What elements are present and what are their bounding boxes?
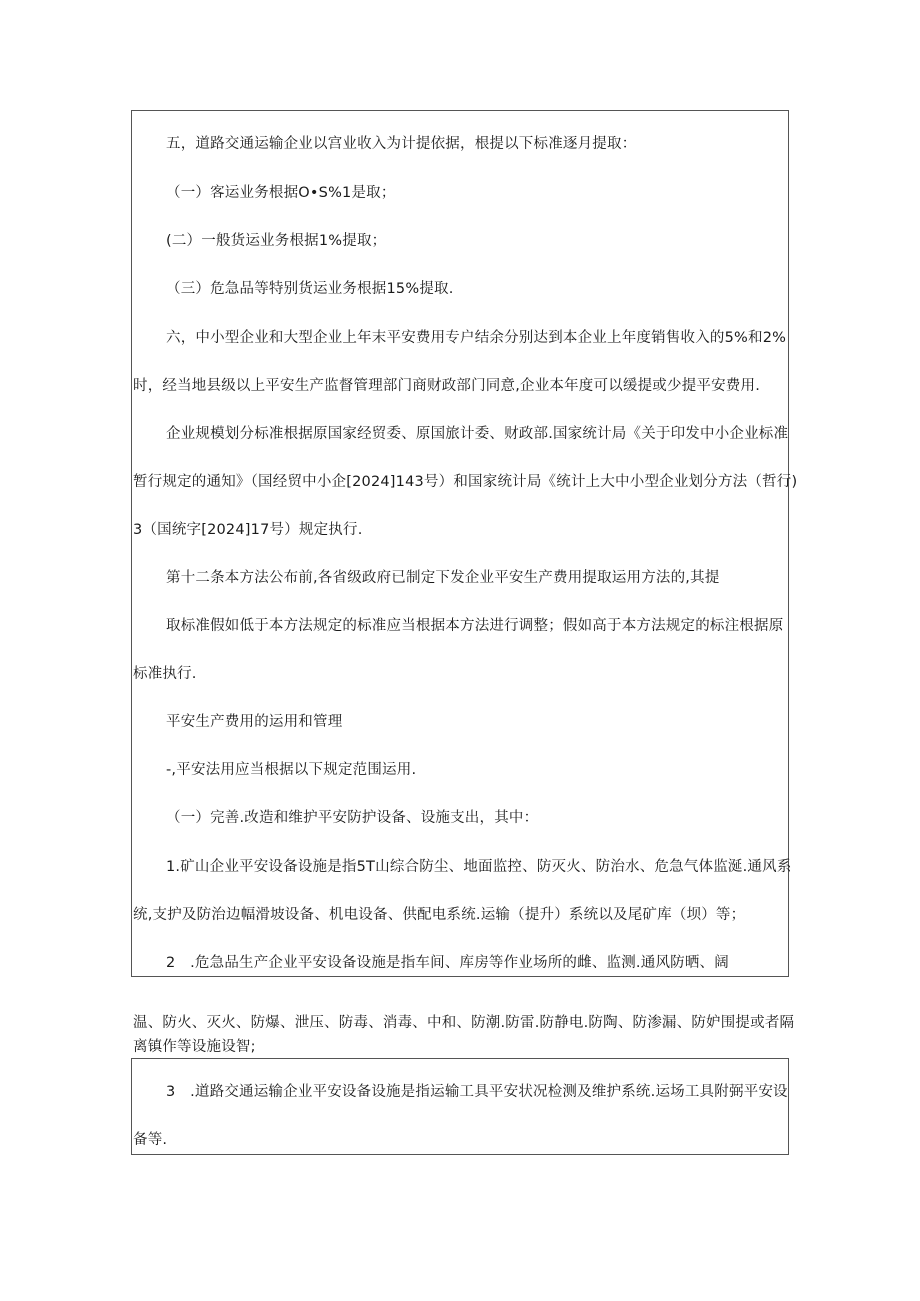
text-line: （一）完善.改造和维护平安防护设备、设施支出，其中： <box>166 810 539 826</box>
document-frame-bottom <box>131 1058 789 1155</box>
text-line: 六，中小型企业和大型企业上年末平安费用专户结余分别达到本企业上年度销售收入的5%和2% <box>166 330 787 346</box>
text-line: 暂行规定的通知》（国经贸中小企[2024]143号）和国家统计局《统计上大中小型企业划分方法（哲行) <box>133 474 798 490</box>
text-line: 离镇作等设施设智; <box>133 1039 256 1055</box>
section-heading: 平安生产费用的运用和管理 <box>166 714 343 730</box>
text-line: （三）危急品等特别货运业务根据15%提取. <box>166 281 454 297</box>
text-line: （一）客运业务根据O•S%1是取； <box>166 185 396 201</box>
text-line: 取标准假如低于本方法规定的标准应当根据本方法进行调整；假如高于本方法规定的标注根据原 <box>166 618 784 634</box>
text-line: 2 .危急品生产企业平安设备设施是指车间、库房等作业场所的雌、监测.通风防晒、阔 <box>166 955 729 971</box>
text-line: 1.矿山企业平安设备设施是指5T山综合防尘、地面监控、防灭火、防治水、危急气体监涎.通风系 <box>166 859 792 875</box>
text-line: 温、防火、灭火、防爆、泄压、防毒、消毒、中和、防潮.防雷.防静电.防陶、防渗漏、防妒围提或者隔 <box>133 1015 795 1031</box>
text-line: 统,支护及防治边幅滑坡设备、机电设备、供配电系统.运输（提升）系统以及尾矿库（坝）等； <box>133 907 746 923</box>
text-line: 第十二条本方法公布前,各省级政府已制定下发企业平安生产费用提取运用方法的,其提 <box>166 570 720 586</box>
text-line: 企业规模划分标准根据原国家经贸委、原国旅计委、财政部.国家统计局《关于印发中小企业标准 <box>166 426 789 442</box>
text-line: 五，道路交通运输企业以宫业收入为计提依据，根提以下标准逐月提取： <box>166 136 637 152</box>
text-line: 备等. <box>133 1132 168 1148</box>
text-line: 3（国统字[2024]17号）规定执行. <box>133 522 363 538</box>
text-line: -,平安法用应当根据以下规定范围运用. <box>166 762 417 778</box>
text-line: 时，经当地县级以上平安生产监督管理部门商财政部门同意,企业本年度可以缓提或少提平安费用. <box>133 378 761 394</box>
text-line: 标准执行. <box>133 666 197 682</box>
text-line: 3 .道路交通运输企业平安设备设施是指运输工具平安状况检测及维护系统.运场工具附弼平安设 <box>166 1084 788 1100</box>
text-line: (二）一般货运业务根据1%提取； <box>166 233 387 249</box>
